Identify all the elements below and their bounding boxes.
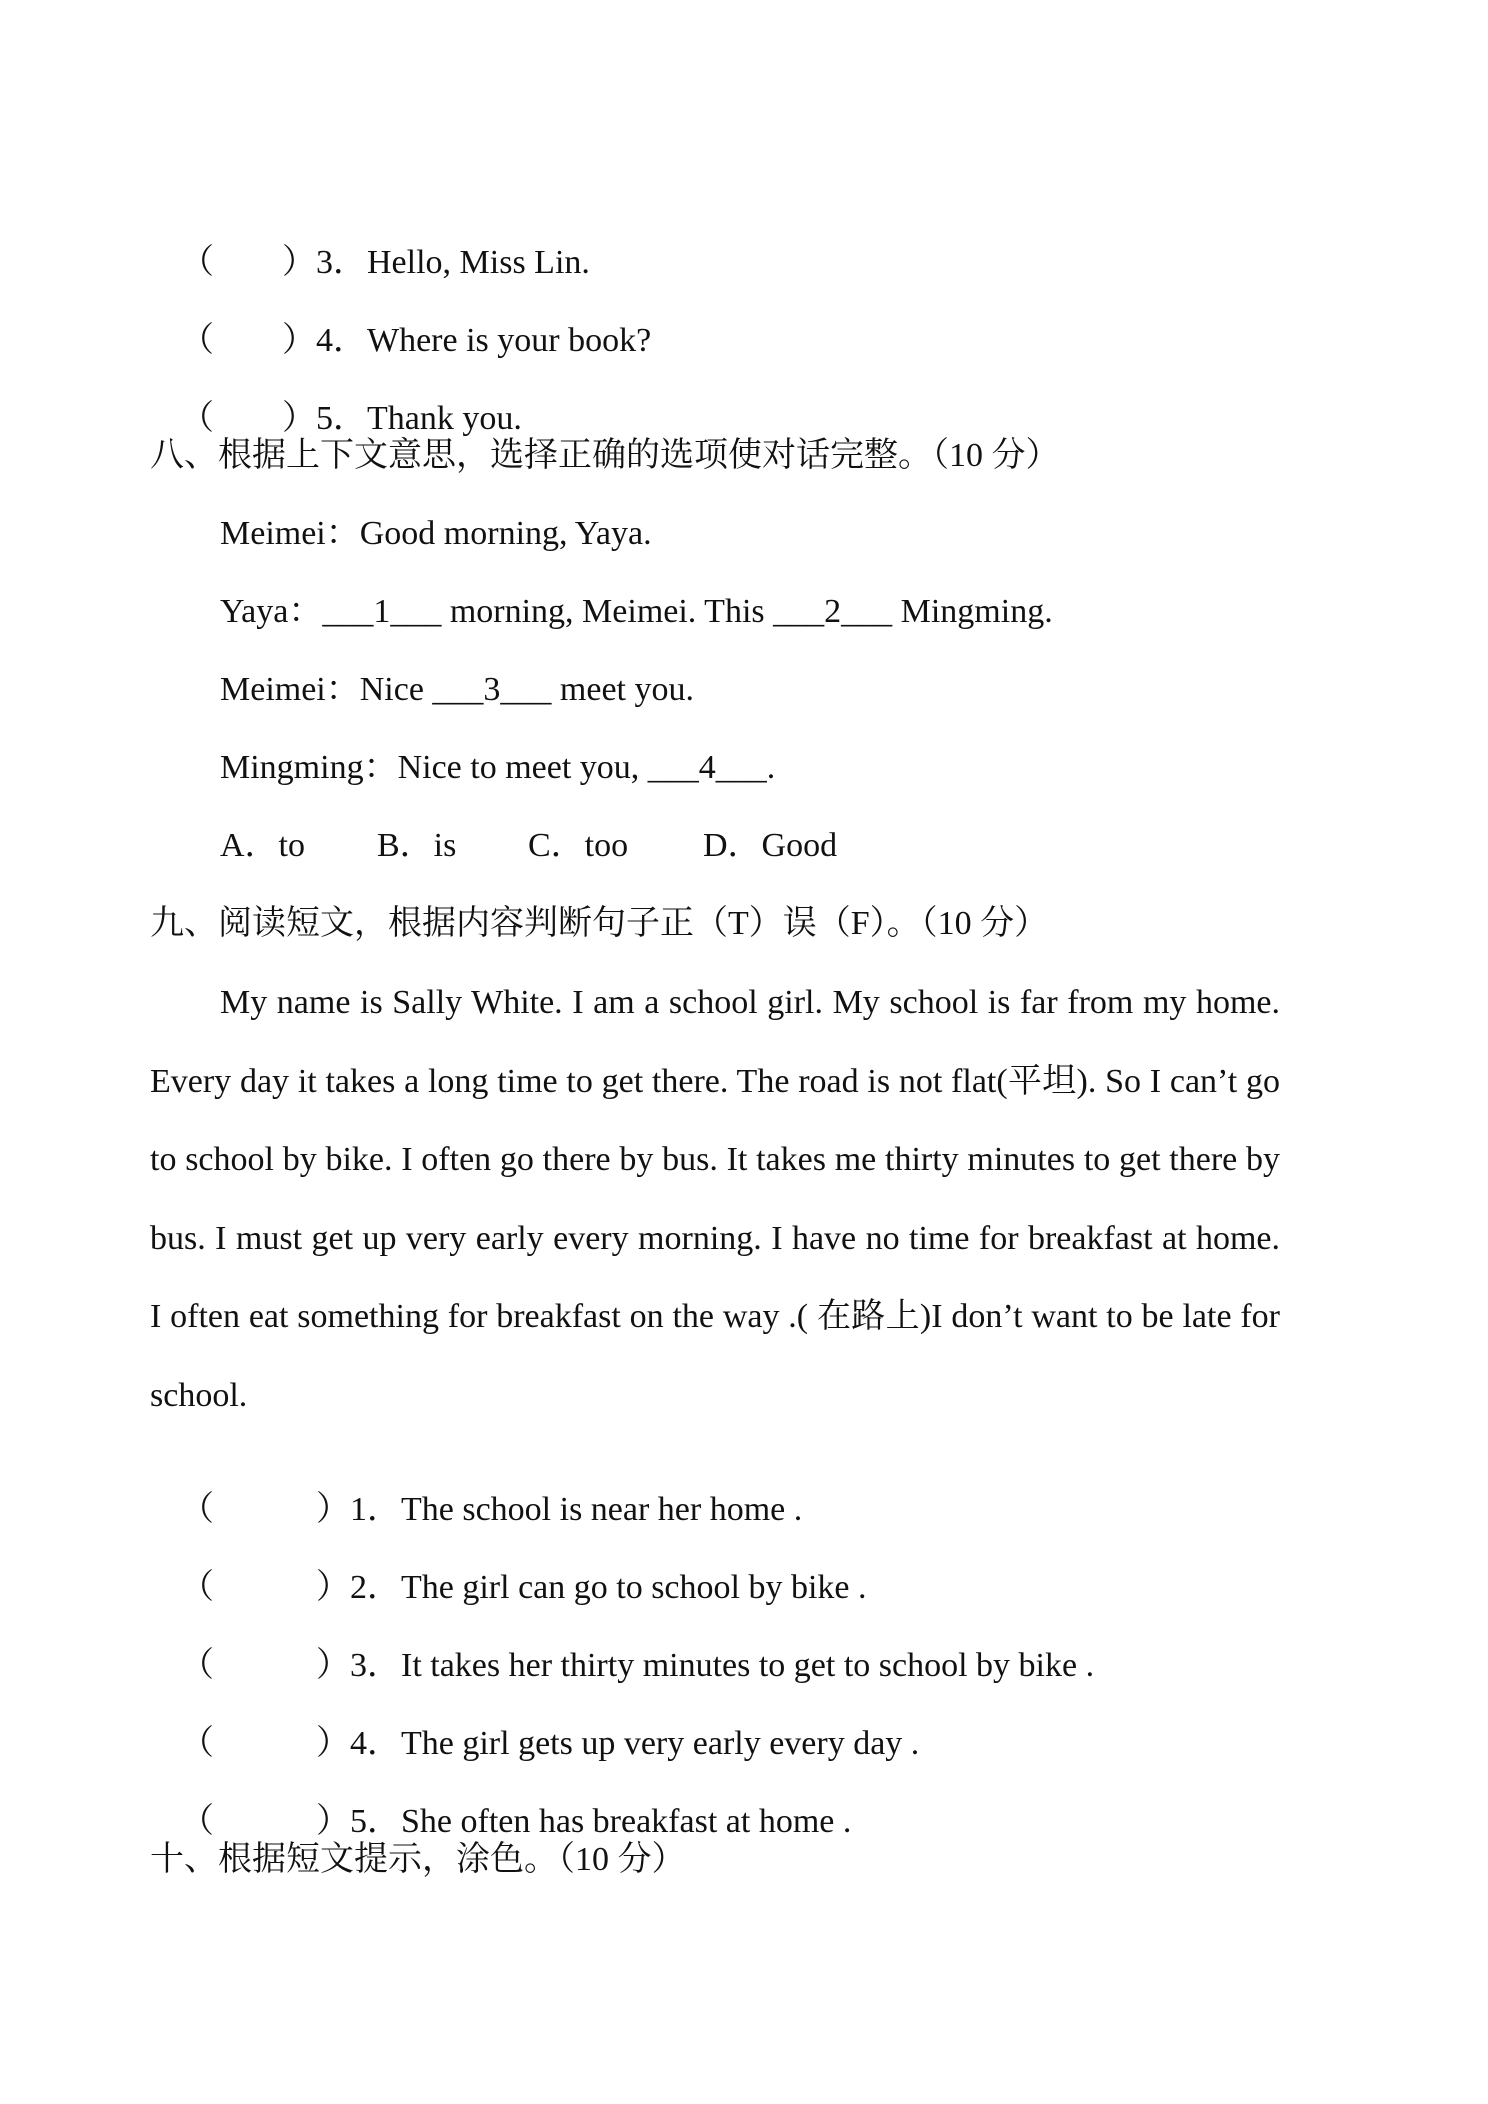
item-text: The girl gets up very early every day . bbox=[401, 1725, 920, 1762]
answer-blank[interactable]: （ ） bbox=[180, 1803, 350, 1840]
tf-question-3 bbox=[163, 1606, 1094, 1686]
answer-blank[interactable]: （ ） bbox=[180, 1725, 350, 1762]
item-number: 3． bbox=[350, 1647, 401, 1684]
answer-blank[interactable]: （ ） bbox=[180, 322, 316, 359]
item-number: 1． bbox=[350, 1491, 401, 1528]
answer-item-5 bbox=[163, 359, 522, 439]
answer-item-3 bbox=[163, 203, 590, 283]
tf-question-1 bbox=[163, 1450, 802, 1530]
section-heading-10: 十、根据短文提示，涂色。（10 分） bbox=[150, 1841, 686, 1878]
item-text: She often has breakfast at home . bbox=[401, 1803, 852, 1840]
answer-blank[interactable]: （ ） bbox=[180, 400, 316, 437]
section-heading-9: 九、阅读短文，根据内容判断句子正（T）误（F）。（10 分） bbox=[150, 905, 1049, 942]
dialogue-line-1: Meimei：Good morning, Yaya. bbox=[220, 515, 652, 552]
item-number: 4． bbox=[316, 322, 367, 359]
option-a: A．to bbox=[220, 827, 305, 864]
reading-passage: My name is Sally White. I am a school girl. My school is far from my home. Every day it takes a long time to get there. The road is not flat(平坦). So I can’t go to school by bike. I often go there by bus. It takes me thirty minutes to get there by bus. I must get up very early every morning. I have no time for breakfast at home. I often eat something for breakfast on the way .( 在路上)I don’t want to be late for school. bbox=[150, 984, 1280, 1414]
dialogue-line-4: Mingming：Nice to meet you, ___4___. bbox=[220, 749, 776, 786]
item-number: 5． bbox=[316, 400, 367, 437]
dialogue-line-3: Meimei：Nice ___3___ meet you. bbox=[220, 671, 695, 708]
item-text: It takes her thirty minutes to get to school by bike . bbox=[401, 1647, 1095, 1684]
item-text: The school is near her home . bbox=[401, 1491, 803, 1528]
answer-blank[interactable]: （ ） bbox=[180, 244, 316, 281]
item-text: Where is your book? bbox=[367, 322, 652, 359]
answer-blank[interactable]: （ ） bbox=[180, 1647, 350, 1684]
item-text: Hello, Miss Lin. bbox=[367, 244, 590, 281]
option-c: C．too bbox=[528, 827, 629, 864]
option-b: B．is bbox=[377, 827, 457, 864]
answer-blank[interactable]: （ ） bbox=[180, 1491, 350, 1528]
section-heading-8: 八、根据上下文意思，选择正确的选项使对话完整。（10 分） bbox=[150, 437, 1060, 474]
item-text: Thank you. bbox=[367, 400, 522, 437]
item-text: The girl can go to school by bike . bbox=[401, 1569, 867, 1606]
item-number: 3． bbox=[316, 244, 367, 281]
item-number: 5． bbox=[350, 1803, 401, 1840]
item-number: 4． bbox=[350, 1725, 401, 1762]
answer-item-4 bbox=[163, 281, 651, 361]
tf-question-5 bbox=[163, 1762, 851, 1842]
tf-question-2 bbox=[163, 1528, 867, 1608]
tf-question-4 bbox=[163, 1684, 919, 1764]
option-d: D．Good bbox=[703, 827, 838, 864]
item-number: 2． bbox=[350, 1569, 401, 1606]
answer-blank[interactable]: （ ） bbox=[180, 1569, 350, 1606]
dialogue-line-2: Yaya：___1___ morning, Meimei. This ___2___ Mingming. bbox=[220, 593, 1053, 630]
